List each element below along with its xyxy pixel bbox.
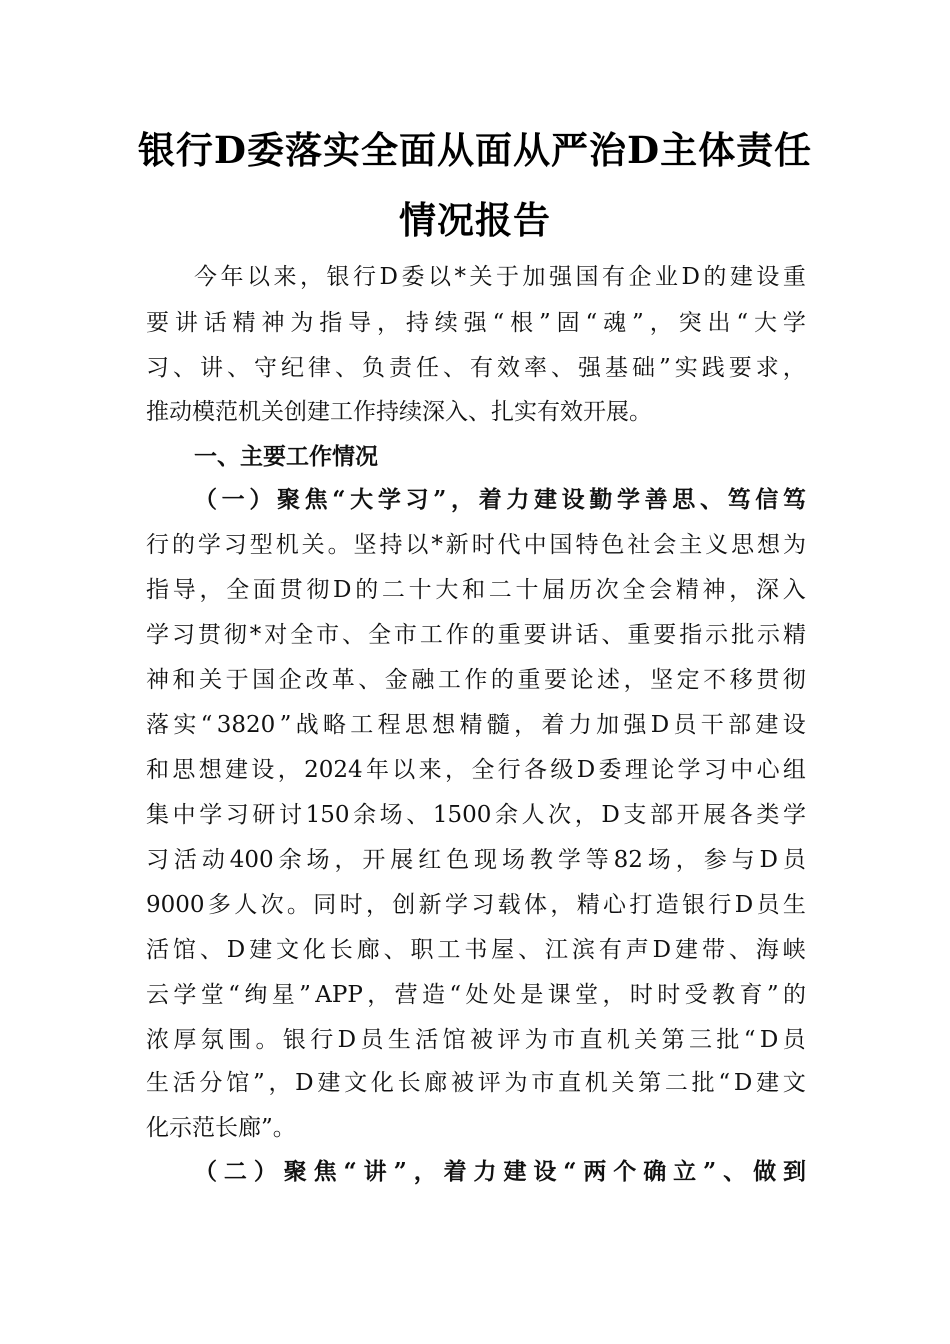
- paragraph-line: 集 中 学 习 研 讨 150 余 场 、 1500 余 人 次 ， D 支 部 开 展 各 类 学: [146, 802, 806, 828]
- paragraph-line: 化示范长廊”。: [146, 1115, 296, 1141]
- paragraph-line: 生 活 分 馆 ” ， D 建 文 化 长 廊 被 评 为 市 直 机 关 第 二 批 “ D 建 文: [146, 1070, 806, 1096]
- paragraph-line: 和 思 想 建 设 ， 2024 年 以 来 ， 全 行 各 级 D 委 理 论 学 习 中 心 组: [146, 757, 806, 783]
- paragraph-line: 行 的 学 习 型 机 关 。 坚 持 以 * 新 时 代 中 国 特 色 社 会 主 义 思 想 为: [146, 532, 806, 558]
- paragraph-line: 指 导 ， 全 面 贯 彻 D 的 二 十 大 和 二 十 届 历 次 全 会 精 神 ， 深 入: [146, 577, 806, 603]
- paragraph-line: 浓 厚 氛 围 。 银 行 D 员 生 活 馆 被 评 为 市 直 机 关 第 三 批 “ D 员: [146, 1027, 806, 1053]
- subsection-heading-line: （ 二 ） 聚 焦 “ 讲 ” ， 着 力 建 设 “ 两 个 确 立 ” 、 做 到: [194, 1158, 806, 1185]
- document-title-line-2: 情况报告: [399, 198, 551, 242]
- paragraph-line: 活 馆 、 D 建 文 化 长 廊 、 职 工 书 屋 、 江 滨 有 声 D 建 带 、 海 峡: [146, 937, 806, 963]
- paragraph-line: 习 活 动 400 余 场 ， 开 展 红 色 现 场 教 学 等 82 场 ， 参 与 D 员: [146, 847, 806, 873]
- paragraph-line: 神 和 关 于 国 企 改 革 、 金 融 工 作 的 重 要 论 述 ， 坚 定 不 移 贯 彻: [146, 667, 806, 693]
- intro-line: 要 讲 话 精 神 为 指 导 ， 持 续 强 “ 根 ” 固 “ 魂 ” ， 突 出 “ 大 学: [146, 310, 806, 336]
- paragraph-line: 9000 多 人 次 。 同 时 ， 创 新 学 习 载 体 ， 精 心 打 造 银 行 D 员 生: [146, 892, 806, 918]
- paragraph-line: 学 习 贯 彻 * 对 全 市 、 全 市 工 作 的 重 要 讲 话 、 重 要 指 示 批 示 精: [146, 622, 806, 648]
- paragraph-line: 落 实 “ 3820 ” 战 略 工 程 思 想 精 髓 ， 着 力 加 强 D 员 干 部 建 设: [146, 712, 806, 738]
- document-title-line-1: 银行D委落实全面从面从严治D主体责任: [137, 128, 813, 172]
- subsection-heading-line: （ 一 ） 聚 焦 “ 大 学 习 ” ， 着 力 建 设 勤 学 善 思 、 笃 信 笃: [194, 486, 806, 513]
- section-heading: 一、主要工作情况: [194, 444, 378, 470]
- intro-line: 今 年 以 来 ， 银 行 D 委 以 * 关 于 加 强 国 有 企 业 D 的 建 设 重: [194, 264, 806, 290]
- intro-line: 推动模范机关创建工作持续深入、扎实有效开展。: [146, 399, 652, 425]
- paragraph-line: 云 学 堂 “ 绚 星 ” APP ， 营 造 “ 处 处 是 课 堂 ， 时 时 受 教 育 ” 的: [146, 982, 806, 1008]
- intro-line: 习 、 讲 、 守 纪 律 、 负 责 任 、 有 效 率 、 强 基 础 ” 实 践 要 求 ，: [146, 355, 806, 381]
